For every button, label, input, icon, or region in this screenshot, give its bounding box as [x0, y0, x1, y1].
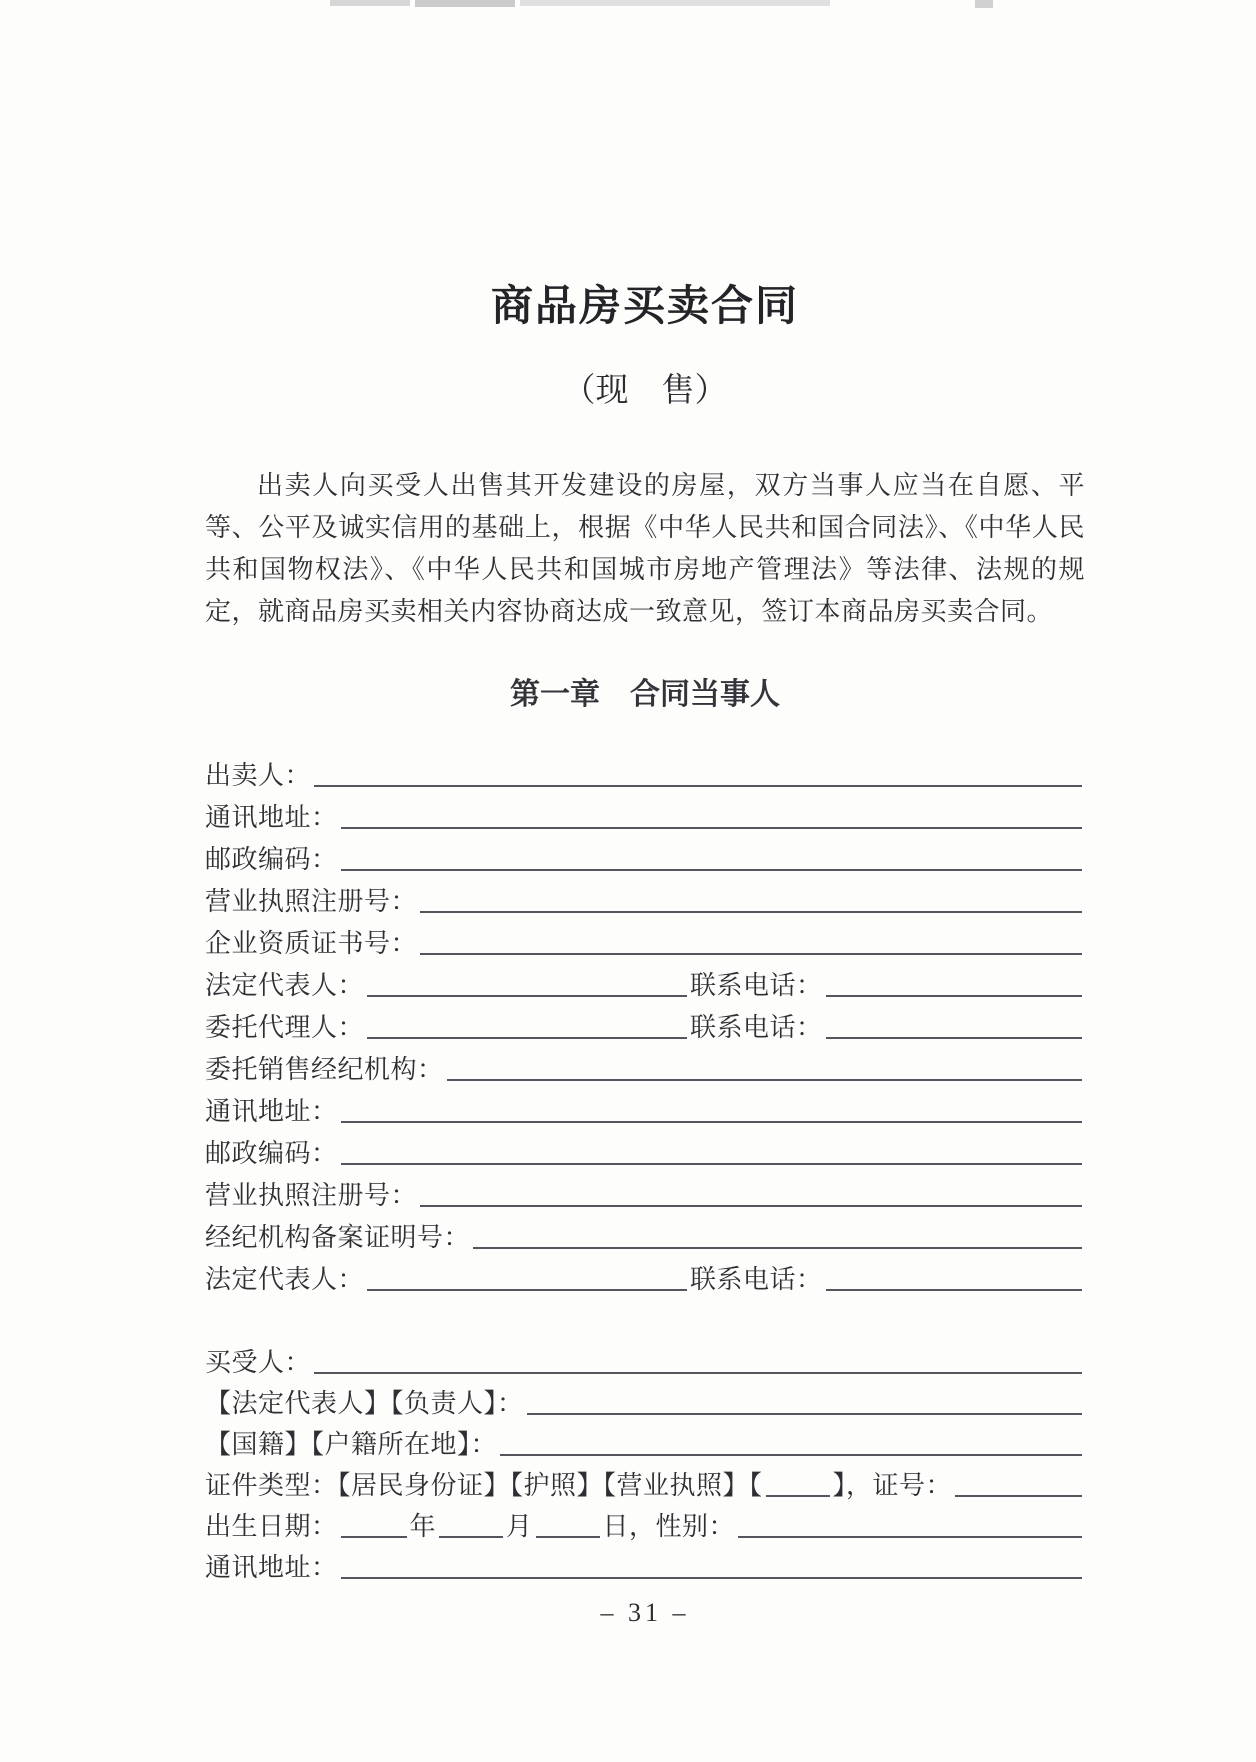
seller-address-row	[205, 795, 1085, 837]
blank-underline	[341, 869, 1082, 871]
field-label: 邮政编码：	[205, 845, 338, 874]
field-label: 出卖人：	[205, 761, 312, 790]
blank-underline	[341, 1577, 1082, 1579]
field-label: 委托销售经纪机构：	[205, 1055, 444, 1084]
scan-artifact	[520, 0, 830, 6]
field-label: 营业执照注册号：	[205, 887, 418, 916]
buyer-address-row	[205, 1546, 1085, 1587]
field-label: 买受人：	[205, 1348, 312, 1377]
agency-postcode-row	[205, 1131, 1085, 1173]
blank-underline	[766, 1495, 830, 1497]
blank-underline	[955, 1495, 1082, 1497]
field-label: 月	[506, 1512, 533, 1541]
field-label: 证件类型：【居民身份证】【护照】【营业执照】【	[205, 1471, 763, 1500]
blank-underline	[367, 995, 687, 997]
seller-name-row	[205, 753, 1085, 795]
buyer-party-form-section	[205, 1341, 1085, 1587]
field-label: 【法定代表人】【负责人】：	[205, 1389, 524, 1418]
blank-underline	[527, 1413, 1082, 1415]
seller-postcode-row	[205, 837, 1085, 879]
field-label: 委托代理人：	[205, 1013, 365, 1042]
scan-artifact	[975, 0, 993, 8]
field-label: 邮政编码：	[205, 1139, 338, 1168]
blank-underline	[341, 1163, 1082, 1165]
blank-underline	[341, 1121, 1082, 1123]
buyer-legal-rep-or-principal-row	[205, 1382, 1085, 1423]
blank-underline	[420, 1205, 1082, 1207]
field-label: 年	[409, 1512, 437, 1541]
blank-underline	[341, 1536, 407, 1538]
field-label: 经纪机构备案证明号：	[205, 1223, 471, 1252]
chapter-1-heading: 第一章 合同当事人	[510, 678, 780, 711]
field-label: 企业资质证书号：	[205, 929, 418, 958]
seller-qualification-cert-no-row	[205, 921, 1085, 963]
scan-artifact-strip	[0, 0, 1256, 10]
blank-underline	[447, 1079, 1082, 1081]
field-label: 】，证号：	[832, 1471, 953, 1500]
field-label: 日，性别：	[602, 1512, 736, 1541]
buyer-name-row	[205, 1341, 1085, 1382]
scan-artifact	[415, 0, 515, 7]
blank-underline	[420, 911, 1082, 913]
field-label: 联系电话：	[690, 1265, 823, 1294]
field-label: 联系电话：	[690, 971, 823, 1000]
blank-underline	[536, 1536, 600, 1538]
blank-underline	[341, 827, 1082, 829]
blank-underline	[500, 1454, 1082, 1456]
agency-legal-representative-row	[205, 1257, 1085, 1299]
field-label: 通讯地址：	[205, 1097, 338, 1126]
page-content	[0, 283, 1256, 1629]
blank-underline	[367, 1037, 687, 1039]
buyer-birthdate-and-gender-row	[205, 1505, 1085, 1546]
buyer-id-type-and-number-row	[205, 1464, 1085, 1505]
field-label: 营业执照注册号：	[205, 1181, 418, 1210]
seller-legal-representative-row	[205, 963, 1085, 1005]
document-title: 商品房买卖合同	[490, 284, 799, 330]
blank-underline	[314, 785, 1082, 787]
entrusted-sales-agency-row	[205, 1047, 1085, 1089]
field-label: 通讯地址：	[205, 1553, 338, 1582]
blank-underline	[826, 1289, 1082, 1291]
document-subtitle: （现 售）	[562, 373, 728, 409]
agency-record-cert-no-row	[205, 1215, 1085, 1257]
field-label: 联系电话：	[690, 1013, 823, 1042]
field-label: 法定代表人：	[205, 1265, 365, 1294]
blank-underline	[420, 953, 1082, 955]
blank-underline	[367, 1289, 687, 1291]
agency-business-license-no-row	[205, 1173, 1085, 1215]
page-number: – 31 –	[600, 1598, 690, 1627]
scan-artifact	[330, 0, 410, 6]
buyer-nationality-or-residence-row	[205, 1423, 1085, 1464]
blank-underline	[826, 1037, 1082, 1039]
field-label: 通讯地址：	[205, 803, 338, 832]
blank-underline	[826, 995, 1082, 997]
field-label: 出生日期：	[205, 1512, 338, 1541]
seller-business-license-no-row	[205, 879, 1085, 921]
blank-underline	[314, 1372, 1082, 1374]
field-label: 法定代表人：	[205, 971, 365, 1000]
blank-underline	[473, 1247, 1082, 1249]
blank-underline	[439, 1536, 503, 1538]
seller-entrusted-agent-row	[205, 1005, 1085, 1047]
blank-underline	[738, 1536, 1082, 1538]
field-label: 【国籍】【户籍所在地】：	[205, 1430, 498, 1459]
agency-address-row	[205, 1089, 1085, 1131]
preamble-paragraph: 出卖人向买受人出售其开发建设的房屋，双方当事人应当在自愿、平等、公平及诚实信用的基础上，根据《中华人民共和国合同法》、《中华人民共和国物权法》、《中华人民共和国城市房地产管理法》等法律、法规的规定，就商品房买卖相关内容协商达成一致意见，签订本商品房买卖合同。	[205, 471, 1085, 626]
seller-party-form-section	[205, 753, 1085, 1299]
